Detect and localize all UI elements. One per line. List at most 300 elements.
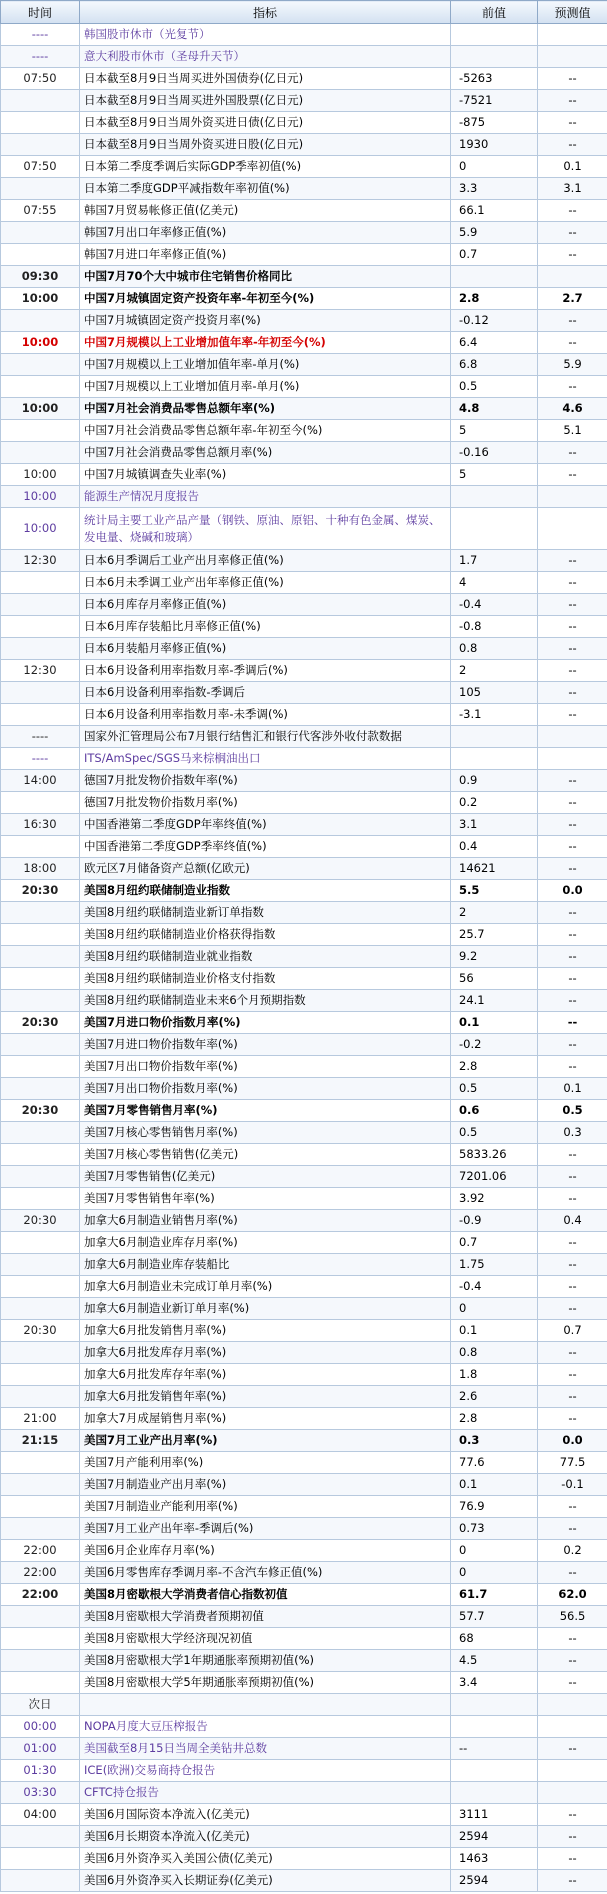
previous-cell: 2594 xyxy=(451,1826,538,1848)
indicator-cell: 美国8月纽约联储制造业就业指数 xyxy=(80,946,451,968)
forecast-cell xyxy=(538,726,607,748)
forecast-cell: -- xyxy=(538,332,607,354)
previous-cell: 6.4 xyxy=(451,332,538,354)
indicator-cell: 美国7月制造业产能利用率(%) xyxy=(80,1496,451,1518)
previous-cell: -0.2 xyxy=(451,1034,538,1056)
indicator-cell: 美国7月工业产出年率-季调后(%) xyxy=(80,1518,451,1540)
indicator-cell: 美国7月产能利用率(%) xyxy=(80,1452,451,1474)
indicator-cell: 美国8月纽约联储制造业新订单指数 xyxy=(80,902,451,924)
header-indicator: 指标 xyxy=(80,1,451,24)
indicator-cell: 美国7月进口物价指数月率(%) xyxy=(80,1012,451,1034)
forecast-cell: -- xyxy=(538,1144,607,1166)
forecast-cell: 0.5 xyxy=(538,1100,607,1122)
forecast-cell: 3.1 xyxy=(538,178,607,200)
table-row xyxy=(1,178,607,200)
time-cell xyxy=(1,178,80,200)
forecast-cell: -- xyxy=(538,376,607,398)
table-row xyxy=(1,1474,607,1496)
previous-cell xyxy=(451,1760,538,1782)
previous-cell xyxy=(451,508,538,550)
indicator-cell: 美国8月密歇根大学消费者信心指数初值 xyxy=(80,1584,451,1606)
indicator-cell: 美国6月国际资本净流入(亿美元) xyxy=(80,1804,451,1826)
forecast-cell: -- xyxy=(538,1408,607,1430)
indicator-cell: 韩国7月进口年率修正值(%) xyxy=(80,244,451,266)
table-row xyxy=(1,1078,607,1100)
indicator-cell: 美国6月外资净买入美国公债(亿美元) xyxy=(80,1848,451,1870)
previous-cell: 3.1 xyxy=(451,814,538,836)
forecast-cell: -- xyxy=(538,550,607,572)
previous-cell: 4 xyxy=(451,572,538,594)
previous-cell: 24.1 xyxy=(451,990,538,1012)
time-cell xyxy=(1,1474,80,1496)
time-cell: 20:30 xyxy=(1,1210,80,1232)
table-row xyxy=(1,156,607,178)
forecast-cell: -- xyxy=(538,112,607,134)
previous-cell: -0.12 xyxy=(451,310,538,332)
previous-cell: 5.5 xyxy=(451,880,538,902)
time-cell xyxy=(1,1628,80,1650)
forecast-cell: -- xyxy=(538,990,607,1012)
previous-cell: 25.7 xyxy=(451,924,538,946)
table-row xyxy=(1,1210,607,1232)
time-cell: 12:30 xyxy=(1,550,80,572)
forecast-cell: -- xyxy=(538,1496,607,1518)
indicator-cell: 加拿大6月批发销售月率(%) xyxy=(80,1320,451,1342)
previous-cell xyxy=(451,24,538,46)
time-cell xyxy=(1,1144,80,1166)
table-row xyxy=(1,288,607,310)
forecast-cell: -- xyxy=(538,770,607,792)
table-row xyxy=(1,1738,607,1760)
indicator-cell: 国家外汇管理局公布7月银行结售汇和银行代客涉外收付款数据 xyxy=(80,726,451,748)
indicator-cell: 中国7月规模以上工业增加值月率-单月(%) xyxy=(80,376,451,398)
forecast-cell: -- xyxy=(538,1804,607,1826)
time-cell: 01:00 xyxy=(1,1738,80,1760)
indicator-cell: 韩国7月贸易帐修正值(亿美元) xyxy=(80,200,451,222)
time-cell xyxy=(1,1034,80,1056)
forecast-cell: -- xyxy=(538,1650,607,1672)
table-row xyxy=(1,1342,607,1364)
indicator-cell: 日本6月库存月率修正值(%) xyxy=(80,594,451,616)
time-cell xyxy=(1,1254,80,1276)
time-cell xyxy=(1,1518,80,1540)
previous-cell: 2.8 xyxy=(451,1408,538,1430)
time-cell: ---- xyxy=(1,726,80,748)
time-cell xyxy=(1,222,80,244)
previous-cell: -0.16 xyxy=(451,442,538,464)
previous-cell: 6.8 xyxy=(451,354,538,376)
time-cell xyxy=(1,1672,80,1694)
time-cell xyxy=(1,924,80,946)
time-cell: 21:15 xyxy=(1,1430,80,1452)
indicator-cell: 美国8月纽约联储制造业价格支付指数 xyxy=(80,968,451,990)
table-row xyxy=(1,90,607,112)
time-cell xyxy=(1,420,80,442)
table-row xyxy=(1,770,607,792)
time-cell xyxy=(1,310,80,332)
table-row xyxy=(1,112,607,134)
table-row xyxy=(1,726,607,748)
indicator-cell: 日本截至8月9日当周买进外国债券(亿日元) xyxy=(80,68,451,90)
previous-cell: 3.4 xyxy=(451,1672,538,1694)
indicator-cell: 美国7月出口物价指数年率(%) xyxy=(80,1056,451,1078)
previous-cell: 9.2 xyxy=(451,946,538,968)
table-row xyxy=(1,1848,607,1870)
previous-cell: 3111 xyxy=(451,1804,538,1826)
time-cell xyxy=(1,1364,80,1386)
table-row xyxy=(1,638,607,660)
forecast-cell: -- xyxy=(538,1364,607,1386)
table-row xyxy=(1,1034,607,1056)
table-row xyxy=(1,442,607,464)
indicator-cell: 中国7月规模以上工业增加值年率-年初至今(%) xyxy=(80,332,451,354)
indicator-cell: 美国7月制造业产出月率(%) xyxy=(80,1474,451,1496)
indicator-cell: 日本6月设备利用率指数-季调后 xyxy=(80,682,451,704)
indicator-cell: 德国7月批发物价指数月率(%) xyxy=(80,792,451,814)
time-cell: 01:30 xyxy=(1,1760,80,1782)
time-cell xyxy=(1,990,80,1012)
forecast-cell: -- xyxy=(538,682,607,704)
forecast-cell: -- xyxy=(538,1672,607,1694)
table-row xyxy=(1,486,607,508)
forecast-cell: -- xyxy=(538,594,607,616)
previous-cell: 2.8 xyxy=(451,288,538,310)
time-cell: 10:00 xyxy=(1,464,80,486)
indicator-cell: 中国7月城镇固定资产投资月率(%) xyxy=(80,310,451,332)
previous-cell: -0.8 xyxy=(451,616,538,638)
time-cell xyxy=(1,704,80,726)
previous-cell: 0.4 xyxy=(451,836,538,858)
forecast-cell: -- xyxy=(538,792,607,814)
time-cell: 10:00 xyxy=(1,508,80,550)
time-cell xyxy=(1,112,80,134)
time-cell xyxy=(1,1078,80,1100)
indicator-cell: ICE(欧洲)交易商持仓报告 xyxy=(80,1760,451,1782)
indicator-cell: 日本截至8月9日当周外资买进日债(亿日元) xyxy=(80,112,451,134)
indicator-cell: CFTC持仓报告 xyxy=(80,1782,451,1804)
previous-cell: 0.7 xyxy=(451,244,538,266)
indicator-cell: 日本6月季调后工业产出月率修正值(%) xyxy=(80,550,451,572)
table-row xyxy=(1,1232,607,1254)
indicator-cell: 中国香港第二季度GDP季率终值(%) xyxy=(80,836,451,858)
time-cell xyxy=(1,1870,80,1892)
indicator-cell: 美国6月零售库存季调月率-不含汽车修正值(%) xyxy=(80,1562,451,1584)
time-cell xyxy=(1,442,80,464)
time-cell xyxy=(1,1232,80,1254)
forecast-cell: -- xyxy=(538,1870,607,1892)
forecast-cell: -- xyxy=(538,1166,607,1188)
table-row xyxy=(1,616,607,638)
table-row xyxy=(1,1782,607,1804)
table-row xyxy=(1,1826,607,1848)
table-row xyxy=(1,1452,607,1474)
time-cell xyxy=(1,594,80,616)
indicator-cell: 中国7月城镇固定资产投资年率-年初至今(%) xyxy=(80,288,451,310)
indicator-cell: 加拿大6月制造业销售月率(%) xyxy=(80,1210,451,1232)
time-cell xyxy=(1,1122,80,1144)
table-row xyxy=(1,682,607,704)
table-row xyxy=(1,1298,607,1320)
time-cell: 22:00 xyxy=(1,1584,80,1606)
time-cell: 07:50 xyxy=(1,68,80,90)
time-cell: 18:00 xyxy=(1,858,80,880)
table-row xyxy=(1,1694,607,1716)
table-row xyxy=(1,1056,607,1078)
table-row xyxy=(1,1496,607,1518)
table-row xyxy=(1,266,607,288)
forecast-cell: -- xyxy=(538,836,607,858)
previous-cell: 5.9 xyxy=(451,222,538,244)
time-cell xyxy=(1,616,80,638)
table-row xyxy=(1,1804,607,1826)
table-row xyxy=(1,924,607,946)
forecast-cell xyxy=(538,1760,607,1782)
time-cell: 20:30 xyxy=(1,1012,80,1034)
forecast-cell: -- xyxy=(538,660,607,682)
indicator-cell: 美国8月密歇根大学经济现况初值 xyxy=(80,1628,451,1650)
time-cell: 10:00 xyxy=(1,398,80,420)
indicator-cell: 日本第二季度季调后实际GDP季率初值(%) xyxy=(80,156,451,178)
time-cell xyxy=(1,244,80,266)
previous-cell: -875 xyxy=(451,112,538,134)
forecast-cell xyxy=(538,1694,607,1716)
table-row xyxy=(1,858,607,880)
time-cell xyxy=(1,792,80,814)
time-cell xyxy=(1,1452,80,1474)
table-row xyxy=(1,310,607,332)
forecast-cell: -- xyxy=(538,442,607,464)
indicator-cell: 美国7月零售销售年率(%) xyxy=(80,1188,451,1210)
indicator-cell: 加拿大6月批发库存月率(%) xyxy=(80,1342,451,1364)
table-row xyxy=(1,1562,607,1584)
indicator-cell: 日本6月设备利用率指数月率-未季调(%) xyxy=(80,704,451,726)
table-row xyxy=(1,880,607,902)
indicator-cell: 美国7月工业产出月率(%) xyxy=(80,1430,451,1452)
forecast-cell: -- xyxy=(538,1298,607,1320)
time-cell xyxy=(1,1386,80,1408)
previous-cell xyxy=(451,266,538,288)
previous-cell xyxy=(451,1716,538,1738)
forecast-cell: -- xyxy=(538,638,607,660)
forecast-cell: -- xyxy=(538,858,607,880)
forecast-cell: 0.0 xyxy=(538,1430,607,1452)
time-cell: ---- xyxy=(1,24,80,46)
indicator-cell: 日本截至8月9日当周买进外国股票(亿日元) xyxy=(80,90,451,112)
forecast-cell: -0.1 xyxy=(538,1474,607,1496)
indicator-cell: 美国6月长期资本净流入(亿美元) xyxy=(80,1826,451,1848)
previous-cell: 5 xyxy=(451,420,538,442)
time-cell: 10:00 xyxy=(1,288,80,310)
table-row xyxy=(1,1364,607,1386)
previous-cell: 68 xyxy=(451,1628,538,1650)
indicator-cell: 美国截至8月15日当周全美钻井总数 xyxy=(80,1738,451,1760)
indicator-cell: 中国7月规模以上工业增加值年率-单月(%) xyxy=(80,354,451,376)
time-cell: 09:30 xyxy=(1,266,80,288)
previous-cell: 1.8 xyxy=(451,1364,538,1386)
indicator-cell: 日本6月未季调工业产出年率修正值(%) xyxy=(80,572,451,594)
previous-cell: 5 xyxy=(451,464,538,486)
indicator-cell: 韩国股市休市（光复节） xyxy=(80,24,451,46)
table-row xyxy=(1,1518,607,1540)
forecast-cell: 5.1 xyxy=(538,420,607,442)
forecast-cell xyxy=(538,266,607,288)
table-row xyxy=(1,134,607,156)
indicator-cell: 中国香港第二季度GDP年率终值(%) xyxy=(80,814,451,836)
forecast-cell: -- xyxy=(538,1518,607,1540)
previous-cell: 0.3 xyxy=(451,1430,538,1452)
previous-cell xyxy=(451,1782,538,1804)
time-cell xyxy=(1,1606,80,1628)
time-cell xyxy=(1,1056,80,1078)
previous-cell: 2 xyxy=(451,902,538,924)
forecast-cell xyxy=(538,46,607,68)
previous-cell: 0.8 xyxy=(451,1342,538,1364)
table-row xyxy=(1,990,607,1012)
forecast-cell: -- xyxy=(538,1232,607,1254)
forecast-cell: -- xyxy=(538,222,607,244)
time-cell: 22:00 xyxy=(1,1540,80,1562)
forecast-cell: -- xyxy=(538,1848,607,1870)
time-cell xyxy=(1,682,80,704)
forecast-cell: -- xyxy=(538,1188,607,1210)
previous-cell: 0.6 xyxy=(451,1100,538,1122)
table-row xyxy=(1,1408,607,1430)
previous-cell: -0.9 xyxy=(451,1210,538,1232)
forecast-cell: -- xyxy=(538,1826,607,1848)
forecast-cell: -- xyxy=(538,572,607,594)
indicator-cell: 日本6月库存装船比月率修正值(%) xyxy=(80,616,451,638)
indicator-cell: 德国7月批发物价指数年率(%) xyxy=(80,770,451,792)
indicator-cell: 韩国7月出口年率修正值(%) xyxy=(80,222,451,244)
time-cell: 20:30 xyxy=(1,1320,80,1342)
indicator-cell: ITS/AmSpec/SGS马来棕榈油出口 xyxy=(80,748,451,770)
table-row xyxy=(1,792,607,814)
time-cell xyxy=(1,1166,80,1188)
previous-cell: 0 xyxy=(451,1298,538,1320)
header-row xyxy=(1,1,607,24)
forecast-cell: 56.5 xyxy=(538,1606,607,1628)
previous-cell: -3.1 xyxy=(451,704,538,726)
calendar-body xyxy=(1,24,607,1892)
previous-cell: 7201.06 xyxy=(451,1166,538,1188)
previous-cell xyxy=(451,486,538,508)
indicator-cell: 美国7月核心零售销售(亿美元) xyxy=(80,1144,451,1166)
indicator-cell: 日本6月装船月率修正值(%) xyxy=(80,638,451,660)
time-cell: 03:30 xyxy=(1,1782,80,1804)
table-row xyxy=(1,1606,607,1628)
table-row xyxy=(1,1386,607,1408)
previous-cell: -- xyxy=(451,1738,538,1760)
time-cell xyxy=(1,946,80,968)
previous-cell: 4.5 xyxy=(451,1650,538,1672)
indicator-cell: 美国8月纽约联储制造业未来6个月预期指数 xyxy=(80,990,451,1012)
table-row xyxy=(1,354,607,376)
indicator-cell: 日本6月设备利用率指数月率-季调后(%) xyxy=(80,660,451,682)
indicator-cell: 中国7月70个大中城市住宅销售价格同比 xyxy=(80,266,451,288)
table-row xyxy=(1,902,607,924)
previous-cell: 5833.26 xyxy=(451,1144,538,1166)
forecast-cell: -- xyxy=(538,1254,607,1276)
time-cell xyxy=(1,1650,80,1672)
indicator-cell xyxy=(80,1694,451,1716)
previous-cell: 61.7 xyxy=(451,1584,538,1606)
forecast-cell: -- xyxy=(538,90,607,112)
previous-cell: 0.1 xyxy=(451,1474,538,1496)
previous-cell: 0.5 xyxy=(451,1122,538,1144)
time-cell xyxy=(1,1342,80,1364)
previous-cell: 0 xyxy=(451,1540,538,1562)
forecast-cell: -- xyxy=(538,310,607,332)
previous-cell: 66.1 xyxy=(451,200,538,222)
time-cell: 16:30 xyxy=(1,814,80,836)
time-cell: 00:00 xyxy=(1,1716,80,1738)
forecast-cell: -- xyxy=(538,946,607,968)
forecast-cell: -- xyxy=(538,1738,607,1760)
forecast-cell: -- xyxy=(538,704,607,726)
table-row xyxy=(1,222,607,244)
table-row xyxy=(1,24,607,46)
table-row xyxy=(1,1584,607,1606)
time-cell xyxy=(1,968,80,990)
table-row xyxy=(1,1628,607,1650)
time-cell xyxy=(1,134,80,156)
forecast-cell: -- xyxy=(538,968,607,990)
table-row xyxy=(1,332,607,354)
forecast-cell xyxy=(538,508,607,550)
previous-cell: 0.73 xyxy=(451,1518,538,1540)
table-row xyxy=(1,1760,607,1782)
forecast-cell: 2.7 xyxy=(538,288,607,310)
indicator-cell: 美国8月密歇根大学5年期通胀率预期初值(%) xyxy=(80,1672,451,1694)
forecast-cell: 0.1 xyxy=(538,156,607,178)
table-row xyxy=(1,200,607,222)
previous-cell: 2.8 xyxy=(451,1056,538,1078)
indicator-cell: 美国7月零售销售(亿美元) xyxy=(80,1166,451,1188)
previous-cell: 0.7 xyxy=(451,1232,538,1254)
time-cell xyxy=(1,1826,80,1848)
forecast-cell: 0.3 xyxy=(538,1122,607,1144)
forecast-cell: -- xyxy=(538,1012,607,1034)
forecast-cell: 0.4 xyxy=(538,1210,607,1232)
forecast-cell: 62.0 xyxy=(538,1584,607,1606)
forecast-cell: -- xyxy=(538,134,607,156)
table-row xyxy=(1,1716,607,1738)
indicator-cell: 加拿大7月成屋销售月率(%) xyxy=(80,1408,451,1430)
indicator-cell: 欧元区7月储备资产总额(亿欧元) xyxy=(80,858,451,880)
table-row xyxy=(1,398,607,420)
table-row xyxy=(1,1012,607,1034)
previous-cell: 56 xyxy=(451,968,538,990)
table-row xyxy=(1,464,607,486)
time-cell: 07:50 xyxy=(1,156,80,178)
indicator-cell: 美国6月外资净买入长期证券(亿美元) xyxy=(80,1870,451,1892)
time-cell: 07:55 xyxy=(1,200,80,222)
previous-cell: -7521 xyxy=(451,90,538,112)
time-cell xyxy=(1,1188,80,1210)
previous-cell xyxy=(451,748,538,770)
forecast-cell: -- xyxy=(538,1056,607,1078)
time-cell: 21:00 xyxy=(1,1408,80,1430)
previous-cell: -5263 xyxy=(451,68,538,90)
forecast-cell xyxy=(538,1782,607,1804)
forecast-cell: 0.2 xyxy=(538,1540,607,1562)
indicator-cell: 中国7月社会消费品零售总额年率(%) xyxy=(80,398,451,420)
table-row xyxy=(1,836,607,858)
indicator-cell: 日本第二季度GDP平减指数年率初值(%) xyxy=(80,178,451,200)
forecast-cell: -- xyxy=(538,1562,607,1584)
table-row xyxy=(1,1430,607,1452)
time-cell: 04:00 xyxy=(1,1804,80,1826)
